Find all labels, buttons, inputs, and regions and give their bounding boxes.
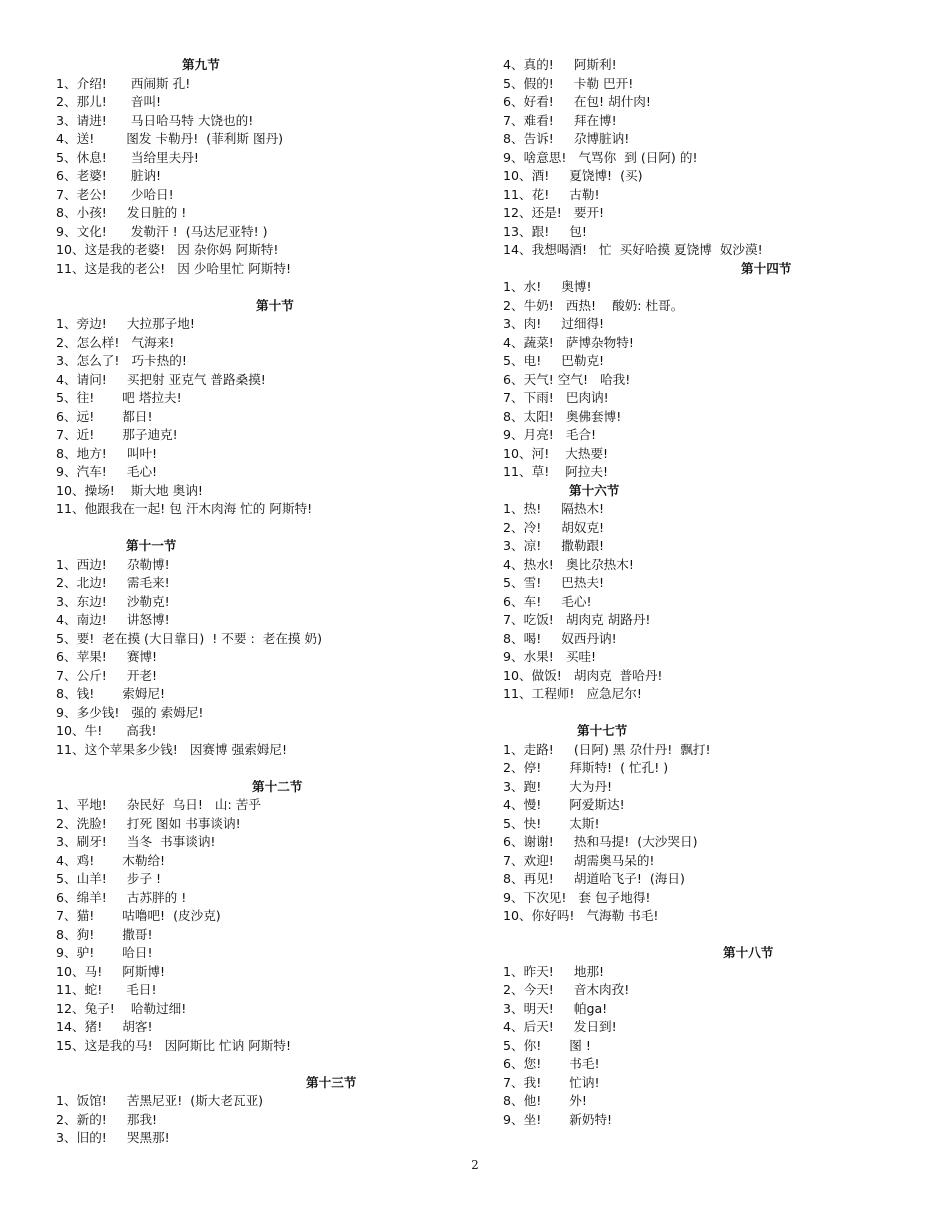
phrase-line: 9、月亮! 毛合!: [503, 427, 597, 442]
spacer: [56, 519, 476, 538]
phrase-line: 1、昨天! 地那!: [503, 963, 605, 979]
phrase-line: 1、西边! 尕勒博!: [56, 556, 170, 572]
phrase-line: 10、马! 阿斯博!: [56, 963, 166, 979]
phrase-line: 6、天气! 空气! 哈我!: [503, 371, 631, 387]
phrase-line: 1、旁边! 大拉那子地!: [56, 316, 195, 331]
phrase-line: 4、送! 图发 卡勒丹! (菲利斯 图丹): [56, 131, 284, 146]
phrase-line: 3、凉! 撒勒跟!: [503, 538, 605, 553]
phrase-line: 11、蛇! 毛日!: [56, 982, 157, 997]
phrase-line: 1、走路! (日阿) 黑 尕什丹! 飘打!: [503, 741, 711, 757]
phrase-line: 8、钱! 索姆尼!: [56, 686, 166, 701]
section-heading: 第十四节: [741, 260, 792, 276]
phrase-line: 4、鸡! 木勒给!: [56, 852, 166, 868]
phrase-line: 12、兔子! 哈勒过细!: [56, 1000, 187, 1016]
phrase-line: 5、电! 巴勒克!: [503, 353, 605, 368]
phrase-line: 10、牛! 高我!: [56, 723, 157, 738]
phrase-line: 9、文化! 发勒汗 ! (马达尼亚特! ): [56, 223, 268, 239]
phrase-line: 11、草! 阿拉夫!: [503, 464, 609, 479]
phrase-line: 14、我想喝酒! 忙 买好哈摸 夏饶博 奴沙漠!: [503, 242, 763, 257]
phrase-line: 11、工程师! 应急尼尔!: [503, 686, 642, 701]
phrase-line: 11、花! 古勒!: [503, 186, 600, 202]
phrase-line: 3、明天! 帕ga!: [503, 1000, 608, 1016]
phrase-line: 10、酒! 夏饶博! (买): [503, 168, 643, 183]
phrase-line: 3、肉! 过细得!: [503, 316, 605, 331]
phrase-line: 8、喝! 奴西丹讷!: [503, 630, 617, 646]
phrase-line: 7、近! 那子迪克!: [56, 427, 178, 442]
phrase-line: 5、快! 太斯!: [503, 815, 600, 831]
phrase-line: 5、要! 老在摸 (大日靠日) ! 不要 : 老在摸 奶): [56, 630, 323, 646]
phrase-line: 10、河! 大热要!: [503, 445, 609, 461]
phrase-line: 6、谢谢! 热和马提! (大沙哭日): [503, 834, 698, 849]
page-number: 2: [471, 1158, 479, 1172]
phrase-line: 6、好看! 在包! 胡什肉!: [503, 94, 651, 109]
section-heading: 第九节: [182, 57, 220, 72]
phrase-line: 10、操场! 斯大地 奥讷!: [56, 482, 203, 498]
phrase-line: 4、真的! 阿斯利!: [503, 57, 617, 72]
phrase-line: 4、南边! 讲怒博!: [56, 612, 170, 627]
phrase-line: 9、水果! 买哇!: [503, 649, 597, 664]
phrase-line: 9、啥意思! 气骂你 到 (日阿) 的!: [503, 149, 698, 165]
phrase-line: 6、您! 书毛!: [503, 1056, 600, 1071]
section-heading: 第十一节: [126, 538, 177, 553]
phrase-line: 9、坐! 新奶特!: [503, 1111, 613, 1127]
phrase-line: 11、他跟我在一起! 包 汗木肉海 忙的 阿斯特!: [56, 501, 313, 516]
phrase-line: 7、难看! 拜在博!: [503, 112, 617, 128]
phrase-line: 6、车! 毛心!: [503, 593, 592, 609]
phrase-line: 2、北边! 需毛来!: [56, 575, 170, 590]
phrase-line: 5、山羊! 步子 !: [56, 871, 162, 886]
phrase-line: 8、地方! 叫叶!: [56, 445, 158, 461]
phrase-line: 3、旧的! 哭黑那!: [56, 1130, 170, 1145]
phrase-line: 2、怎么样! 气海来!: [56, 334, 175, 350]
section-heading: 第十节: [256, 297, 294, 313]
section-heading: 第十三节: [306, 1074, 357, 1090]
phrase-line: 2、新的! 那我!: [56, 1111, 158, 1127]
phrase-line: 9、下次见! 套 包子地得!: [503, 889, 651, 905]
phrase-line: 2、停! 拜斯特! ( 忙孔! ): [503, 760, 669, 775]
phrase-line: 2、今天! 音木肉孜!: [503, 982, 630, 997]
phrase-line: 3、怎么了! 巧卡热的!: [56, 353, 187, 368]
phrase-line: 5、雪! 巴热夫!: [503, 575, 605, 590]
phrase-line: 3、东边! 沙勒克!: [56, 593, 170, 609]
phrase-line: 11、这个苹果多少钱! 因赛博 强索姆尼!: [56, 741, 288, 757]
phrase-line: 1、平地! 杂民好 乌日! 山: 苦乎: [56, 797, 261, 812]
phrase-line: 1、饭馆! 苦黑尼亚! (斯大老瓦亚): [56, 1093, 264, 1108]
phrase-line: 13、跟! 包!: [503, 223, 587, 239]
phrase-line: 6、绵羊! 古苏胖的 !: [56, 889, 187, 905]
phrase-line: 2、牛奶! 西热! 酸奶: 杜哥。: [503, 297, 684, 313]
phrase-line: 5、假的! 卡勒 巴开!: [503, 75, 634, 91]
phrase-line: 6、苹果! 赛博!: [56, 649, 158, 664]
phrase-line: 4、蔬菜! 萨博杂物特!: [503, 334, 634, 350]
phrase-line: 8、他! 外!: [503, 1093, 587, 1108]
phrase-line: 1、热! 隔热木!: [503, 501, 605, 516]
phrase-line: 10、这是我的老婆! 因 杂你妈 阿斯特!: [56, 242, 279, 257]
phrase-line: 5、往! 吧 塔拉夫!: [56, 390, 182, 405]
phrase-line: 15、这是我的马! 因阿斯比 忙讷 阿斯特!: [56, 1037, 292, 1053]
phrase-line: 8、太阳! 奥佛套博!: [503, 408, 622, 424]
phrase-line: 5、休息! 当给里夫丹!: [56, 149, 199, 165]
phrase-line: 8、小孩! 发日脏的 !: [56, 205, 187, 220]
phrase-line: 9、驴! 哈日!: [56, 945, 153, 960]
phrase-line: 11、这是我的老公! 因 少哈里忙 阿斯特!: [56, 260, 292, 276]
phrase-line: 12、还是! 要开!: [503, 205, 605, 220]
phrase-line: 7、吃饭! 胡肉克 胡路丹!: [503, 612, 651, 627]
spacer: [56, 278, 476, 297]
left-column: [56, 56, 476, 1148]
phrase-line: 2、冷! 胡奴克!: [503, 519, 605, 535]
phrase-line: 4、请问! 买把射 亚克气 普路桑摸!: [56, 371, 266, 387]
section-heading: 第十八节: [723, 945, 774, 960]
phrase-line: 8、告诉! 尕博脏讷!: [503, 131, 630, 146]
phrase-line: 9、汽车! 毛心!: [56, 464, 158, 479]
phrase-line: 1、介绍! 西闹斯 孔!: [56, 75, 191, 91]
spacer: [503, 704, 923, 723]
phrase-line: 8、狗! 撒哥!: [56, 926, 153, 942]
right-column: [503, 56, 923, 1129]
phrase-line: 2、洗脸! 打死 图如 书事谈讷!: [56, 815, 241, 831]
phrase-line: 8、再见! 胡道哈飞子! (海日): [503, 871, 685, 886]
section-heading: 第十七节: [577, 723, 628, 738]
phrase-line: 2、那儿! 音叫!: [56, 94, 162, 109]
phrase-line: 6、老婆! 脏讷!: [56, 168, 162, 183]
phrase-line: 3、请进! 马日哈马特 大饶也的!: [56, 112, 254, 128]
phrase-line: 7、欢迎! 胡需奥马呆的!: [503, 852, 655, 868]
phrase-line: 10、你好吗! 气海勒 书毛!: [503, 908, 659, 923]
phrase-line: 7、我! 忙讷!: [503, 1074, 600, 1090]
phrase-line: 9、多少钱! 强的 索姆尼!: [56, 704, 204, 720]
phrase-line: 4、后天! 发日到!: [503, 1019, 617, 1034]
spacer: [56, 759, 476, 778]
phrase-line: 3、刷牙! 当冬 书事谈讷!: [56, 834, 216, 849]
phrase-line: 4、热水! 奥比尕热木!: [503, 556, 634, 572]
phrase-line: 7、老公! 少哈日!: [56, 186, 174, 202]
section-heading: 第十六节: [569, 482, 620, 498]
phrase-line: 7、猫! 咕噜吧! (皮沙克): [56, 908, 221, 923]
phrase-line: 4、慢! 阿爱斯达!: [503, 797, 625, 812]
section-heading: 第十二节: [252, 778, 303, 794]
phrase-line: 5、你! 图 !: [503, 1037, 591, 1053]
spacer: [503, 926, 923, 945]
phrase-line: 7、公斤! 开老!: [56, 667, 158, 683]
phrase-line: 6、远! 都日!: [56, 408, 153, 424]
phrase-line: 3、跑! 大为丹!: [503, 778, 613, 794]
phrase-line: 14、猪! 胡客!: [56, 1019, 153, 1034]
phrase-line: 1、水! 奥博!: [503, 279, 592, 294]
phrase-line: 10、做饭! 胡肉克 普哈丹!: [503, 667, 663, 683]
phrase-line: 7、下雨! 巴肉讷!: [503, 390, 609, 405]
spacer: [56, 1055, 476, 1074]
